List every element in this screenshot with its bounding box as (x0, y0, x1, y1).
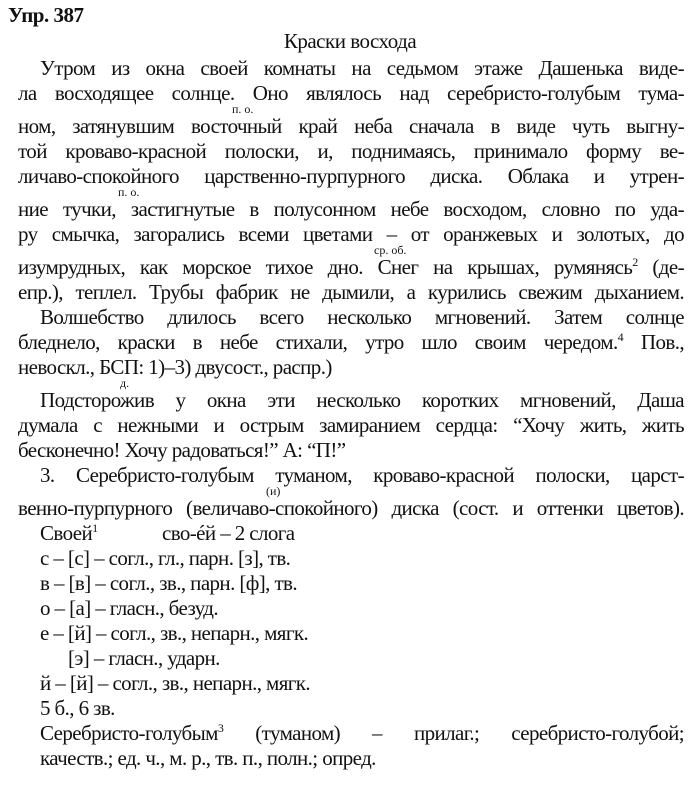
text-line: [э] – гласн., ударн. (68, 646, 220, 670)
text-line: Своей$^1$ (40, 521, 98, 545)
text-line: ру смычка, загорались всеми цветами – от оранжевых и золотых, до (18, 222, 684, 246)
text-line: сво-éй – 2 слога (162, 521, 295, 545)
text-body (0, 58, 700, 773)
text-line: й – [й] – согл., зв., непарн., мягк. (40, 671, 311, 695)
text-line: качеств.; ед. ч., м. р., тв. п., полн.; опред. (40, 746, 376, 770)
text-line: бесконечно! Хочу радоваться!” А: “П!” (18, 438, 346, 462)
text-line: епр.), теплел. Трубы фабрик не дымили, а курились свежим дыханием. (18, 280, 684, 304)
text-line: ла восходящее солнце. Оно являлось над серебристо-голубым тума- (18, 81, 684, 105)
text-line: Утром из окна своей комнаты на седьмом этаже Дашенька виде- (40, 56, 684, 80)
annotation: ср. об. (374, 243, 407, 257)
text-line: 3. Серебристо-голубым туманом, кроваво-красной полоски, царст- (40, 463, 684, 487)
text-line: венно-пурпурного (величаво-спокойного) диска (сост. и оттенки цветов). (18, 496, 684, 520)
text-line: невоскл., БСП: 1)–3) двусост., распр.) (18, 355, 332, 379)
text-line: о – [а] – гласн., безуд. (40, 596, 219, 620)
text-title: Краски восхода (283, 29, 417, 53)
text-line: в – [в] – согл., зв., парн. [ф], тв. (40, 571, 298, 595)
text-line: изумрудных, как морское тихое дно. Снег на крышах, румянясь$^2$ (де- (18, 255, 684, 279)
text-line: 5 б., 6 зв. (40, 696, 115, 720)
annotation: д. (120, 376, 130, 390)
text-line: ние тучки, застигнутые в полусонном небе восходом, словно по уда- (18, 197, 684, 221)
text-line: ном, затянувшим восточный край неба сначала в виде чуть выгну- (18, 114, 684, 138)
annotation: п. о. (118, 185, 140, 199)
text-line: Волшебство длилось всего несколько мгновений. Затем солнце (40, 305, 684, 329)
syllable-row (40, 523, 700, 543)
annotation: (и) (266, 484, 281, 498)
text-line: думала с нежными и острым замиранием сердца: “Хочу жить, жить (18, 413, 684, 437)
text-line: с – [с] – согл., гл., парн. [з], тв. (40, 546, 291, 570)
text-line: той кроваво-красной полоски, и, поднимаясь, принимало форму ве- (18, 139, 684, 163)
text-line: бледнело, краски в небе стихали, утро шло своим чередом.$^4$ Пов., (18, 330, 685, 354)
annotation: п. о. (232, 102, 254, 116)
exercise-number: Упр. 387 (8, 3, 84, 27)
text-line: е – [й] – согл., зв., непарн., мягк. (40, 621, 309, 645)
text-line: Серебристо-голубым$^3$ (туманом) – прилаг.; серебристо-голубой; (40, 721, 684, 745)
text-line: Подсторожив у окна эти несколько коротких мгновений, Даша (40, 388, 684, 412)
text-line: личаво-спокойного царственно-пурпурного диска. Облака и утрен- (18, 164, 684, 188)
